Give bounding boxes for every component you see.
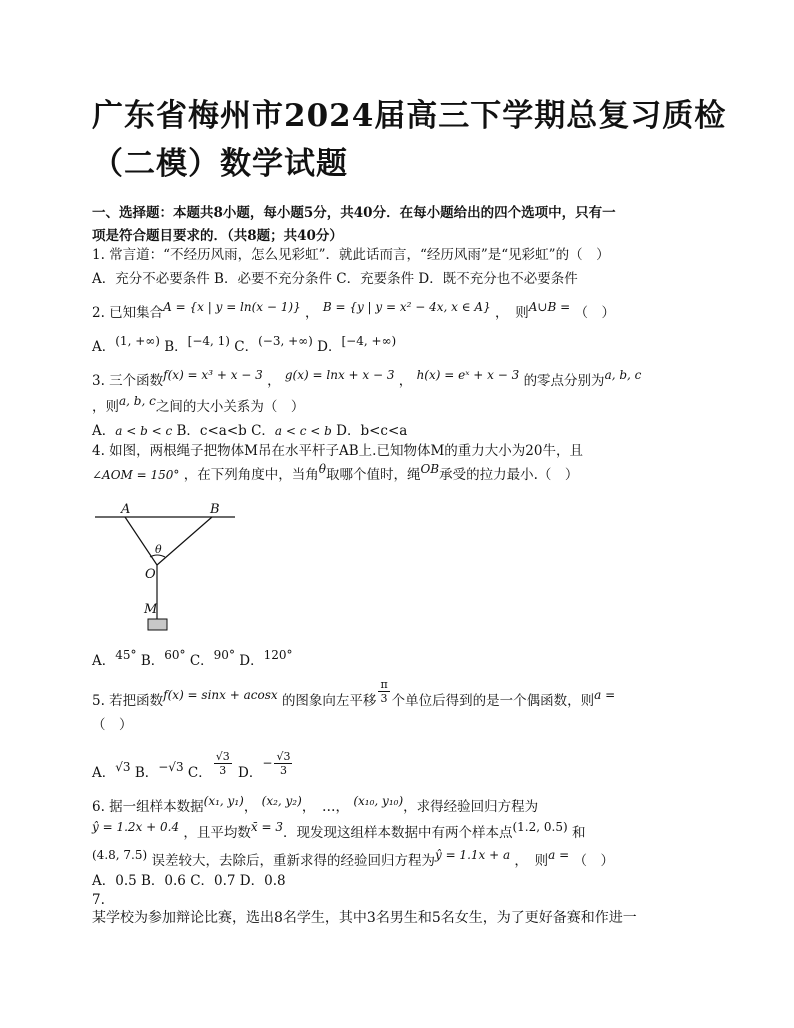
q6-point-2: (x₂, y₂)	[261, 794, 302, 808]
q2-option-a-label: A．	[92, 339, 116, 355]
q5-option-d-num: √3	[276, 750, 291, 763]
q5-a-eq: a =	[594, 688, 616, 702]
q4-option-c-label: C．	[189, 653, 214, 669]
section-header-line-2: 项是符合题目要求的．（共8题；共40分）	[92, 228, 343, 244]
figure-label-a: A	[121, 502, 131, 517]
title-line-2: （二模）数学试题	[92, 146, 348, 182]
q5-option-d-sign: −	[262, 756, 273, 770]
q4-ob: OB	[420, 462, 440, 476]
q5-option-d	[274, 750, 292, 777]
q3-func-h: h(x) = eˣ + x − 3	[416, 368, 520, 382]
q2-option-b-label: B．	[164, 339, 188, 355]
page-title	[92, 92, 732, 188]
figure-rope-ao	[125, 517, 157, 565]
q2-paren: （ ）	[574, 305, 616, 321]
q2-option-d-label: D．	[317, 339, 342, 355]
q2-set-b: B = {y | y = x² − 4x, x ∈ A}	[322, 300, 491, 314]
figure-label-theta: θ	[155, 543, 162, 556]
q3-vars: a, b, c	[604, 368, 642, 382]
q3-line2-prefix: ，则	[92, 399, 119, 415]
q2-stem	[92, 300, 616, 322]
q2-option-b: [−4, 1)	[187, 334, 230, 348]
q3-option-d: D．b<c<a	[336, 423, 408, 439]
q3-stem-line-2	[92, 394, 305, 416]
figure-rope-bo	[157, 517, 212, 565]
q2-prefix: 2. 已知集合	[92, 305, 164, 321]
q4-angle: ∠AOM = 150°	[92, 468, 180, 482]
q5-option-b-label: B．	[134, 765, 159, 781]
q3-stem-line-1	[92, 368, 642, 390]
q2-sep: ， 则	[495, 305, 529, 321]
q5-shift-fraction	[378, 678, 389, 705]
q1-options: A．充分不必要条件 B．必要不充分条件 C．充要条件 D．既不充分也不必要条件	[92, 271, 578, 287]
q6-paren: （ ）	[573, 853, 614, 869]
q4-figure	[92, 500, 242, 635]
q6-text: 和	[571, 825, 586, 841]
q5-option-a: √3	[115, 760, 131, 774]
figure-weight-m	[148, 619, 167, 630]
q6-text: 误差较大，去除后，重新求得的经验回归方程为	[151, 853, 435, 869]
q3-line2-suffix: 之间的大小关系为（ ）	[155, 399, 305, 415]
q3-option-c: a < c < b	[274, 424, 332, 438]
q3-option-c-label: C．	[251, 423, 275, 439]
q5-func: f(x) = sinx + acosx	[163, 688, 278, 702]
q6-stem-line-2	[92, 820, 586, 842]
q4-option-d: 120°	[263, 648, 293, 662]
q3-func-g: g(x) = lnx + x − 3	[284, 368, 395, 382]
q6-point-10: (x₁₀, y₁₀)	[353, 794, 404, 808]
q5-option-d-den: 3	[279, 764, 287, 777]
figure-label-b: B	[210, 502, 220, 517]
q1-stem: 1. 常言道：“不经历风雨，怎么见彩虹”．就此话而言，“经历风雨”是“见彩虹”的（ ）	[92, 247, 610, 263]
figure-label-m: M	[144, 602, 158, 617]
q5-option-a-label: A．	[92, 765, 116, 781]
q5-option-c-num: √3	[215, 750, 230, 763]
q6-options: A．0.5 B．0.6 C．0.7 D．0.8	[92, 873, 286, 889]
q4-option-d-label: D．	[239, 653, 264, 669]
q4-text: 承受的拉力最小.（ ）	[439, 467, 579, 483]
q4-option-a-label: A．	[92, 653, 116, 669]
q4-option-b: 60°	[164, 648, 186, 662]
q6-outlier-1: (1.2, 0.5)	[512, 820, 568, 834]
title-line-1: 广东省梅州市2024届高三下学期总复习质检	[92, 98, 727, 134]
q6-regression-2: ŷ = 1.1x + a	[434, 848, 511, 862]
q6-text: ，求得经验回归方程为	[403, 799, 539, 815]
q3-option-a: a < b < c	[115, 424, 173, 438]
q5-option-c	[214, 750, 232, 777]
q2-sep: ，	[305, 305, 319, 321]
q6-outlier-2: (4.8, 7.5)	[92, 848, 148, 862]
q5-text: 个单位后得到的是一个偶函数，则	[391, 693, 595, 709]
q4-stem-line-2	[92, 462, 579, 484]
q3-prefix: 3. 三个函数	[92, 373, 164, 389]
q5-option-d-label: D．	[238, 765, 263, 781]
q4-options	[92, 648, 293, 670]
q6-regression-1: ŷ = 1.2x + 0.4	[92, 820, 180, 834]
q3-option-b: B．c<a<b	[176, 423, 247, 439]
q5-options	[92, 750, 294, 787]
q3-sep: ，	[398, 373, 413, 389]
q4-text: 取哪个值时，绳	[325, 467, 421, 483]
q2-union-expr: A∪B =	[528, 300, 571, 314]
q5-shift-den: 3	[380, 692, 388, 705]
q6-text: ， 则	[514, 853, 549, 869]
q3-func-f: f(x) = x³ + x − 3	[163, 368, 263, 382]
q5-stem	[92, 678, 616, 715]
q4-text: ，在下列角度中，当角	[183, 467, 319, 483]
q2-options	[92, 334, 397, 356]
q6-stem-line-1	[92, 794, 539, 816]
q3-options	[92, 422, 407, 440]
q5-option-c-den: 3	[219, 764, 227, 777]
q2-option-c-label: C．	[234, 339, 259, 355]
q3-line2-vars: a, b, c	[119, 394, 156, 408]
q6-point-1: (x₁, y₁)	[203, 794, 244, 808]
q3-suffix: 的零点分别为	[523, 373, 605, 389]
q2-option-d: [−4, +∞)	[341, 334, 397, 348]
q2-set-a: A = {x | y = ln(x − 1)}	[163, 300, 301, 314]
q7-stem: 某学校为参加辩论比赛，选出8名学生，其中3名男生和5名女生，为了更好备赛和作进一	[92, 910, 637, 926]
q2-option-c: (−3, +∞)	[258, 334, 313, 348]
q5-prefix: 5. 若把函数	[92, 693, 164, 709]
q5-option-c-label: C．	[187, 765, 212, 781]
q6-text: ．现发现这组样本数据中有两个样本点	[282, 825, 513, 841]
q5-shift-num: π	[380, 678, 388, 691]
q7-number: 7.	[92, 892, 105, 908]
q5-text: 的图象向左平移	[281, 693, 377, 709]
q4-option-a: 45°	[115, 648, 137, 662]
q5-paren: （ ）	[92, 717, 133, 733]
q4-theta: θ	[318, 462, 326, 476]
section-header	[92, 202, 708, 248]
q3-sep: ，	[267, 373, 281, 389]
q6-mean: x̄ = 3	[250, 820, 283, 834]
q6-prefix: 6. 据一组样本数据	[92, 799, 204, 815]
q5-option-b: −√3	[158, 760, 184, 774]
q6-a-eq: a =	[548, 848, 570, 862]
q6-stem-line-3	[92, 848, 614, 870]
q6-text: ，且平均数	[183, 825, 251, 841]
q4-stem-line-1: 4. 如图，两根绳子把物体M吊在水平杆子AB上.已知物体M的重力大小为20牛，且	[92, 443, 583, 459]
q4-option-c: 90°	[213, 648, 235, 662]
q3-option-a-label: A．	[92, 423, 116, 439]
q4-option-b-label: B．	[140, 653, 165, 669]
q6-sep: ， …，	[301, 799, 350, 815]
q2-option-a: (1, +∞)	[115, 334, 160, 348]
figure-label-o: O	[145, 567, 156, 582]
q6-sep: ，	[243, 799, 258, 815]
section-header-line-1: 一、选择题：本题共8小题，每小题5分，共40分．在每小题给出的四个选项中，只有一	[92, 205, 616, 221]
